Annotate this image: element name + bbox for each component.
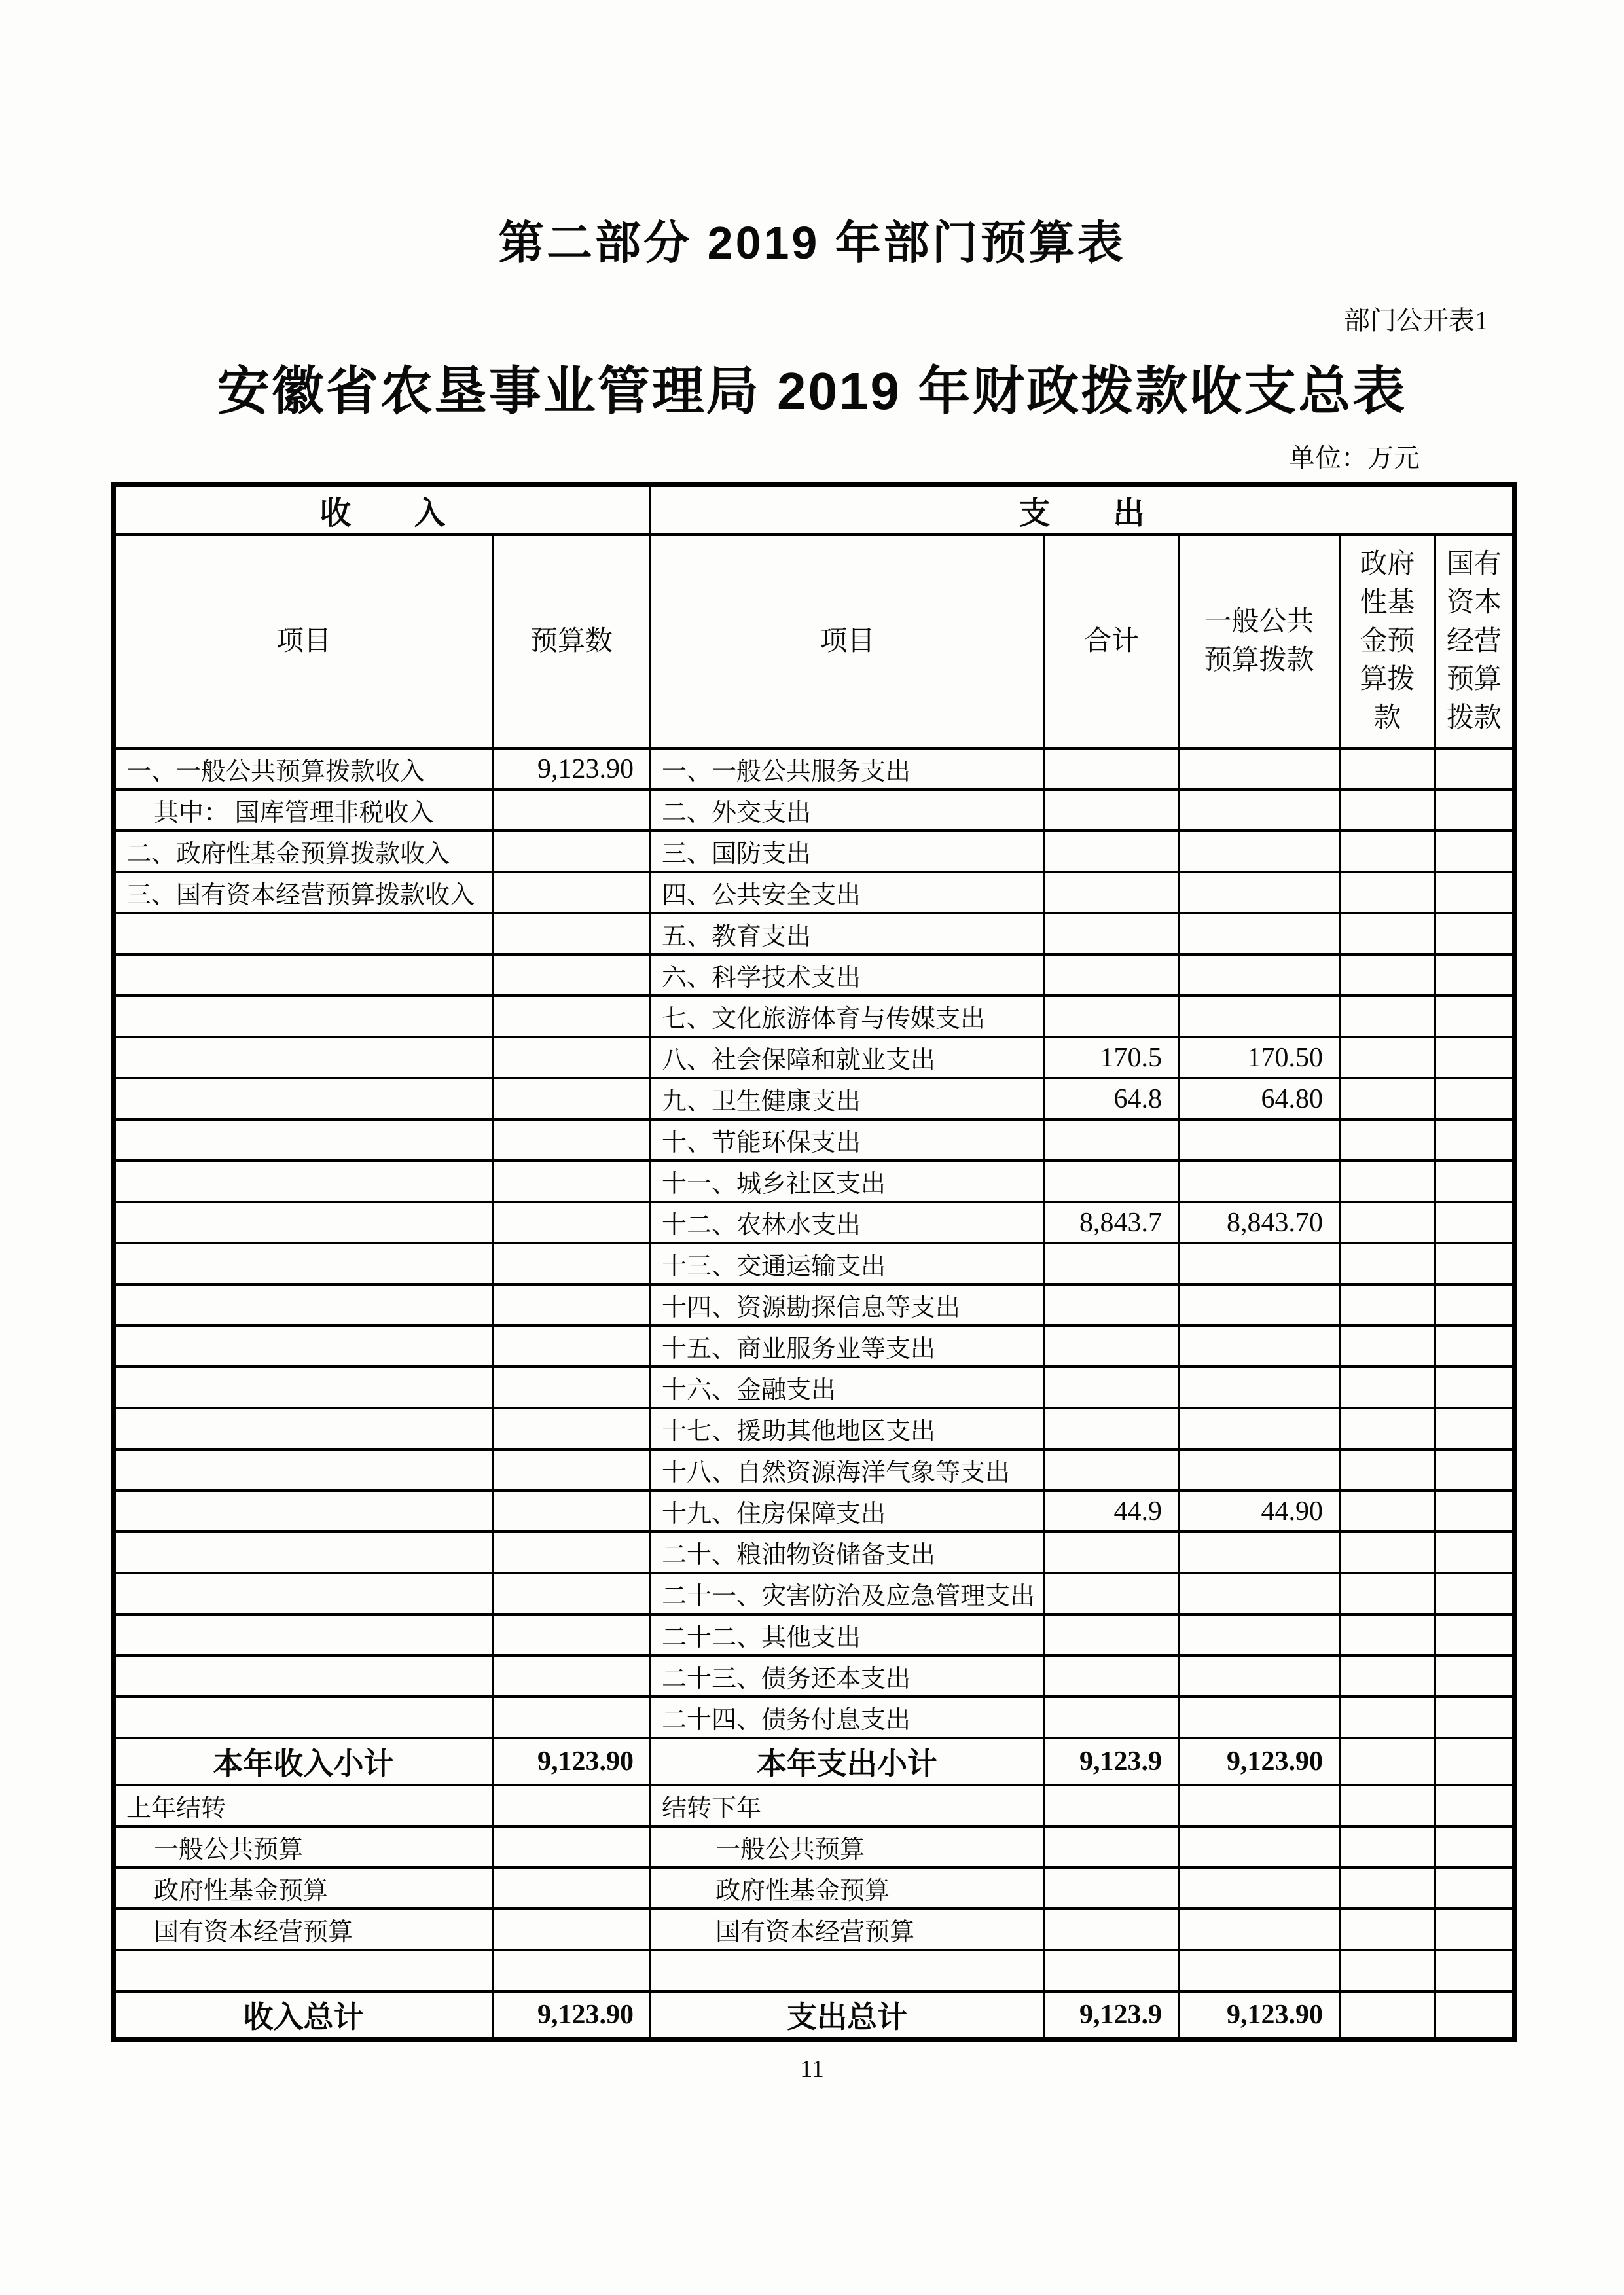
cell-expense-capital	[1435, 1532, 1515, 1573]
cell-expense-item: 十四、资源勘探信息等支出	[651, 1284, 1045, 1326]
cell-expense-capital	[1435, 1991, 1515, 2040]
cell-income-item	[114, 1532, 493, 1573]
cell-expense-general	[1179, 1573, 1340, 1614]
cell-expense-fund	[1340, 1037, 1435, 1078]
cell-expense-capital	[1435, 1614, 1515, 1655]
page-number: 11	[800, 2055, 824, 2083]
cell-income-item	[114, 1950, 493, 1991]
cell-expense-general	[1179, 1697, 1340, 1738]
cell-expense-fund	[1340, 1573, 1435, 1614]
cell-income-budget	[493, 954, 651, 996]
cell-income-item: 收入总计	[114, 1991, 493, 2040]
cell-expense-general	[1179, 1408, 1340, 1449]
cell-income-budget	[493, 1078, 651, 1119]
cell-expense-total	[1045, 913, 1179, 954]
expense-group-header: 支 出	[651, 485, 1515, 535]
cell-expense-total	[1045, 1697, 1179, 1738]
cell-expense-fund	[1340, 831, 1435, 872]
col-header-expense-item: 项目	[651, 535, 1045, 748]
cell-expense-total	[1045, 1868, 1179, 1909]
cell-expense-fund	[1340, 913, 1435, 954]
table-row	[114, 1078, 1515, 1119]
cell-expense-item: 本年支出小计	[651, 1738, 1045, 1785]
cell-income-budget	[493, 1161, 651, 1202]
cell-expense-fund	[1340, 1119, 1435, 1161]
cell-expense-fund	[1340, 872, 1435, 913]
cell-expense-total	[1045, 1826, 1179, 1868]
cell-expense-fund	[1340, 1909, 1435, 1950]
cell-expense-capital	[1435, 1284, 1515, 1326]
cell-expense-fund	[1340, 1326, 1435, 1367]
cell-income-budget	[493, 1491, 651, 1532]
cell-expense-item: 十三、交通运输支出	[651, 1243, 1045, 1284]
cell-income-item: 上年结转	[114, 1785, 493, 1826]
cell-expense-general	[1179, 1243, 1340, 1284]
cell-income-item: 其中： 国库管理非税收入	[114, 789, 493, 831]
table-row	[114, 1614, 1515, 1655]
cell-expense-general	[1179, 954, 1340, 996]
cell-income-budget	[493, 1037, 651, 1078]
cell-expense-fund	[1340, 1614, 1435, 1655]
col-header-expense-total: 合计	[1045, 535, 1179, 748]
cell-income-budget	[493, 1449, 651, 1491]
cell-expense-total	[1045, 1449, 1179, 1491]
table-row	[114, 1573, 1515, 1614]
cell-expense-fund	[1340, 1950, 1435, 1991]
budget-table	[111, 482, 1517, 2042]
cell-expense-general	[1179, 1868, 1340, 1909]
table-row	[114, 1785, 1515, 1826]
table-row	[114, 1202, 1515, 1243]
table-row	[114, 1037, 1515, 1078]
cell-income-item	[114, 1655, 493, 1697]
cell-income-item	[114, 1202, 493, 1243]
cell-expense-item: 四、公共安全支出	[651, 872, 1045, 913]
cell-income-budget	[493, 1655, 651, 1697]
table-row	[114, 1161, 1515, 1202]
cell-expense-total	[1045, 1326, 1179, 1367]
cell-income-item	[114, 1161, 493, 1202]
cell-expense-general	[1179, 1909, 1340, 1950]
table-label: 部门公开表1	[1344, 306, 1488, 335]
cell-income-budget	[493, 1284, 651, 1326]
cell-income-item	[114, 1078, 493, 1119]
cell-income-item	[114, 1119, 493, 1161]
cell-expense-item: 十二、农林水支出	[651, 1202, 1045, 1243]
cell-expense-general	[1179, 1532, 1340, 1573]
cell-expense-item: 二十一、灾害防治及应急管理支出	[651, 1573, 1045, 1614]
cell-expense-item	[651, 1950, 1045, 1991]
cell-expense-item: 七、文化旅游体育与传媒支出	[651, 996, 1045, 1037]
table-row	[114, 954, 1515, 996]
cell-expense-total	[1045, 789, 1179, 831]
cell-expense-capital	[1435, 1697, 1515, 1738]
table-row	[114, 1950, 1515, 1991]
cell-expense-fund	[1340, 1868, 1435, 1909]
cell-income-budget	[493, 1826, 651, 1868]
cell-expense-capital	[1435, 831, 1515, 872]
cell-income-item	[114, 954, 493, 996]
cell-expense-item: 十八、自然资源海洋气象等支出	[651, 1449, 1045, 1491]
cell-income-budget	[493, 1868, 651, 1909]
cell-income-item: 政府性基金预算	[114, 1868, 493, 1909]
cell-expense-general	[1179, 1614, 1340, 1655]
cell-expense-capital	[1435, 1868, 1515, 1909]
cell-expense-capital	[1435, 1119, 1515, 1161]
cell-income-budget	[493, 872, 651, 913]
cell-income-budget	[493, 1367, 651, 1408]
table-row	[114, 748, 1515, 789]
cell-expense-fund	[1340, 1491, 1435, 1532]
cell-expense-total	[1045, 872, 1179, 913]
cell-expense-item: 国有资本经营预算	[651, 1909, 1045, 1950]
cell-expense-total	[1045, 1655, 1179, 1697]
cell-expense-capital	[1435, 1826, 1515, 1868]
cell-income-budget	[493, 1532, 651, 1573]
cell-expense-total	[1045, 1785, 1179, 1826]
cell-expense-item: 六、科学技术支出	[651, 954, 1045, 996]
table-row	[114, 1367, 1515, 1408]
cell-expense-total	[1045, 1161, 1179, 1202]
cell-expense-general: 8,843.70	[1179, 1202, 1340, 1243]
cell-expense-total	[1045, 954, 1179, 996]
cell-income-budget	[493, 913, 651, 954]
cell-expense-general: 9,123.90	[1179, 1738, 1340, 1785]
cell-expense-total: 170.5	[1045, 1037, 1179, 1078]
table-row	[114, 831, 1515, 872]
col-header-expense-state-capital: 国有资本经营预算拨款	[1435, 535, 1515, 748]
cell-expense-capital	[1435, 748, 1515, 789]
cell-expense-fund	[1340, 789, 1435, 831]
cell-income-budget: 9,123.90	[493, 1991, 651, 2040]
cell-expense-fund	[1340, 1738, 1435, 1785]
cell-expense-fund	[1340, 1284, 1435, 1326]
table-row	[114, 1655, 1515, 1697]
cell-income-budget	[493, 996, 651, 1037]
cell-expense-fund	[1340, 1367, 1435, 1408]
cell-income-budget	[493, 1326, 651, 1367]
cell-expense-general: 44.90	[1179, 1491, 1340, 1532]
cell-expense-fund	[1340, 1449, 1435, 1491]
table-row	[114, 1991, 1515, 2040]
cell-income-budget	[493, 1408, 651, 1449]
cell-income-item	[114, 1449, 493, 1491]
cell-expense-fund	[1340, 1243, 1435, 1284]
cell-expense-fund	[1340, 1697, 1435, 1738]
cell-income-item	[114, 1614, 493, 1655]
cell-expense-total	[1045, 1119, 1179, 1161]
cell-income-item	[114, 996, 493, 1037]
cell-expense-fund	[1340, 1078, 1435, 1119]
cell-expense-item: 二十、粮油物资储备支出	[651, 1532, 1045, 1573]
col-header-income-budget: 预算数	[493, 535, 651, 748]
cell-income-item	[114, 1037, 493, 1078]
cell-income-budget	[493, 1950, 651, 1991]
table-row	[114, 1868, 1515, 1909]
cell-expense-total: 44.9	[1045, 1491, 1179, 1532]
cell-expense-capital	[1435, 1449, 1515, 1491]
cell-expense-total	[1045, 1909, 1179, 1950]
cell-income-item	[114, 1367, 493, 1408]
cell-expense-total	[1045, 748, 1179, 789]
table-row	[114, 913, 1515, 954]
table-body	[114, 748, 1515, 2040]
cell-expense-general: 9,123.90	[1179, 1991, 1340, 2040]
cell-income-budget	[493, 1909, 651, 1950]
cell-expense-capital	[1435, 1738, 1515, 1785]
cell-income-item	[114, 913, 493, 954]
table-row	[114, 1738, 1515, 1785]
cell-expense-item: 二十三、债务还本支出	[651, 1655, 1045, 1697]
cell-income-budget	[493, 789, 651, 831]
cell-expense-capital	[1435, 1909, 1515, 1950]
cell-expense-total	[1045, 1284, 1179, 1326]
cell-expense-item: 支出总计	[651, 1991, 1045, 2040]
cell-expense-item: 三、国防支出	[651, 831, 1045, 872]
cell-expense-fund	[1340, 1785, 1435, 1826]
cell-expense-item: 政府性基金预算	[651, 1868, 1045, 1909]
cell-income-item	[114, 1573, 493, 1614]
cell-expense-total: 9,123.9	[1045, 1738, 1179, 1785]
table-row	[114, 1326, 1515, 1367]
cell-expense-capital	[1435, 1408, 1515, 1449]
cell-expense-total	[1045, 996, 1179, 1037]
cell-expense-capital	[1435, 954, 1515, 996]
cell-expense-fund	[1340, 1826, 1435, 1868]
cell-income-budget	[493, 1573, 651, 1614]
cell-expense-capital	[1435, 1491, 1515, 1532]
cell-expense-item: 结转下年	[651, 1785, 1045, 1826]
cell-expense-total: 8,843.7	[1045, 1202, 1179, 1243]
cell-expense-fund	[1340, 1655, 1435, 1697]
page-title: 安徽省农垦事业管理局 2019 年财政拨款收支总表	[217, 362, 1407, 420]
cell-income-item: 本年收入小计	[114, 1738, 493, 1785]
cell-expense-item: 八、社会保障和就业支出	[651, 1037, 1045, 1078]
cell-expense-item: 九、卫生健康支出	[651, 1078, 1045, 1119]
cell-expense-total: 9,123.9	[1045, 1991, 1179, 2040]
table-row	[114, 1408, 1515, 1449]
cell-expense-item: 一、一般公共服务支出	[651, 748, 1045, 789]
cell-income-budget	[493, 831, 651, 872]
cell-expense-total	[1045, 1243, 1179, 1284]
col-header-income-item: 项目	[114, 535, 493, 748]
cell-income-budget	[493, 1614, 651, 1655]
cell-expense-item: 二、外交支出	[651, 789, 1045, 831]
cell-income-item: 国有资本经营预算	[114, 1909, 493, 1950]
cell-income-budget	[493, 1119, 651, 1161]
cell-expense-fund	[1340, 996, 1435, 1037]
cell-expense-fund	[1340, 1408, 1435, 1449]
cell-expense-capital	[1435, 1202, 1515, 1243]
cell-expense-general	[1179, 831, 1340, 872]
cell-expense-item: 十六、金融支出	[651, 1367, 1045, 1408]
cell-expense-general	[1179, 1284, 1340, 1326]
cell-expense-capital	[1435, 789, 1515, 831]
cell-income-item	[114, 1491, 493, 1532]
cell-expense-item: 十五、商业服务业等支出	[651, 1326, 1045, 1367]
cell-expense-item: 二十二、其他支出	[651, 1614, 1045, 1655]
cell-income-budget	[493, 1785, 651, 1826]
cell-expense-capital	[1435, 1161, 1515, 1202]
cell-expense-fund	[1340, 1161, 1435, 1202]
table-row	[114, 1284, 1515, 1326]
cell-expense-capital	[1435, 1367, 1515, 1408]
cell-income-item: 一般公共预算	[114, 1826, 493, 1868]
table-row	[114, 1532, 1515, 1573]
cell-income-item	[114, 1284, 493, 1326]
cell-expense-item: 十、节能环保支出	[651, 1119, 1045, 1161]
cell-income-item	[114, 1243, 493, 1284]
unit-label: 单位：万元	[1289, 443, 1420, 473]
cell-expense-fund	[1340, 1532, 1435, 1573]
cell-expense-capital	[1435, 872, 1515, 913]
cell-expense-general: 64.80	[1179, 1078, 1340, 1119]
cell-expense-total	[1045, 1532, 1179, 1573]
cell-expense-item: 一般公共预算	[651, 1826, 1045, 1868]
cell-income-item: 一、一般公共预算拨款收入	[114, 748, 493, 789]
cell-income-item: 三、国有资本经营预算拨款收入	[114, 872, 493, 913]
cell-expense-item: 十七、援助其他地区支出	[651, 1408, 1045, 1449]
table-row	[114, 1697, 1515, 1738]
cell-expense-item: 二十四、债务付息支出	[651, 1697, 1045, 1738]
cell-expense-general	[1179, 1161, 1340, 1202]
cell-expense-total	[1045, 1614, 1179, 1655]
cell-expense-general	[1179, 1826, 1340, 1868]
table-row	[114, 1243, 1515, 1284]
group-header-row	[114, 485, 1515, 535]
cell-income-budget	[493, 1697, 651, 1738]
cell-income-budget: 9,123.90	[493, 748, 651, 789]
cell-expense-item: 十一、城乡社区支出	[651, 1161, 1045, 1202]
table-row	[114, 872, 1515, 913]
cell-expense-general	[1179, 913, 1340, 954]
section-title: 第二部分 2019 年部门预算表	[498, 217, 1126, 268]
table-row	[114, 1449, 1515, 1491]
cell-expense-general	[1179, 1950, 1340, 1991]
table-row	[114, 996, 1515, 1037]
cell-expense-capital	[1435, 1326, 1515, 1367]
table-row	[114, 1119, 1515, 1161]
cell-expense-general	[1179, 789, 1340, 831]
cell-expense-total	[1045, 1573, 1179, 1614]
cell-expense-total: 64.8	[1045, 1078, 1179, 1119]
income-group-header: 收 入	[114, 485, 651, 535]
cell-income-item	[114, 1697, 493, 1738]
cell-expense-general	[1179, 1449, 1340, 1491]
cell-expense-general	[1179, 996, 1340, 1037]
cell-expense-capital	[1435, 996, 1515, 1037]
cell-expense-general	[1179, 1655, 1340, 1697]
cell-expense-general	[1179, 872, 1340, 913]
cell-expense-general: 170.50	[1179, 1037, 1340, 1078]
cell-expense-capital	[1435, 1950, 1515, 1991]
cell-expense-total	[1045, 1408, 1179, 1449]
cell-expense-capital	[1435, 1243, 1515, 1284]
cell-expense-general	[1179, 1367, 1340, 1408]
cell-expense-capital	[1435, 913, 1515, 954]
cell-expense-general	[1179, 748, 1340, 789]
table-row	[114, 1909, 1515, 1950]
cell-expense-general	[1179, 1326, 1340, 1367]
cell-expense-fund	[1340, 1202, 1435, 1243]
col-header-expense-general-budget: 一般公共预算拨款	[1179, 535, 1340, 748]
table-row	[114, 1826, 1515, 1868]
cell-expense-general	[1179, 1785, 1340, 1826]
cell-expense-general	[1179, 1119, 1340, 1161]
table-row	[114, 1491, 1515, 1532]
cell-expense-fund	[1340, 954, 1435, 996]
cell-expense-capital	[1435, 1655, 1515, 1697]
cell-expense-capital	[1435, 1573, 1515, 1614]
cell-expense-fund	[1340, 748, 1435, 789]
cell-income-budget	[493, 1202, 651, 1243]
cell-expense-item: 十九、住房保障支出	[651, 1491, 1045, 1532]
cell-expense-total	[1045, 831, 1179, 872]
cell-expense-total	[1045, 1950, 1179, 1991]
cell-expense-fund	[1340, 1991, 1435, 2040]
col-header-expense-gov-fund: 政府性基金预算拨款	[1340, 535, 1435, 748]
cell-income-item: 二、政府性基金预算拨款收入	[114, 831, 493, 872]
cell-expense-capital	[1435, 1785, 1515, 1826]
cell-expense-total	[1045, 1367, 1179, 1408]
cell-expense-capital	[1435, 1078, 1515, 1119]
cell-income-budget: 9,123.90	[493, 1738, 651, 1785]
cell-income-item	[114, 1408, 493, 1449]
cell-income-budget	[493, 1243, 651, 1284]
column-header-row	[114, 535, 1515, 748]
cell-income-item	[114, 1326, 493, 1367]
table-row	[114, 789, 1515, 831]
cell-expense-capital	[1435, 1037, 1515, 1078]
cell-expense-item: 五、教育支出	[651, 913, 1045, 954]
